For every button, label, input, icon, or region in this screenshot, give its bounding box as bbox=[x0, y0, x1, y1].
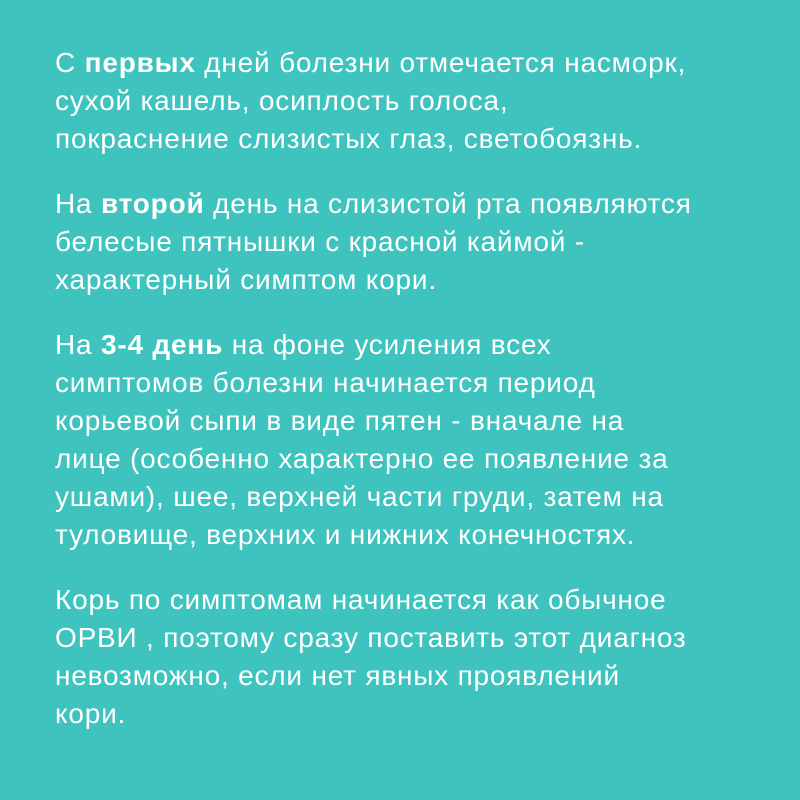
text-line bbox=[55, 120, 760, 158]
regular-text: белесые пятнышки с красной каймой - bbox=[55, 226, 585, 257]
regular-text: С bbox=[55, 47, 85, 78]
paragraph bbox=[55, 185, 760, 299]
regular-text: сухой кашель, осиплость голоса, bbox=[55, 85, 509, 116]
regular-text: корьевой сыпи в виде пятен - вначале на bbox=[55, 405, 625, 436]
regular-text: На bbox=[55, 188, 101, 219]
text-line bbox=[55, 44, 760, 82]
text-line bbox=[55, 185, 760, 223]
text-line bbox=[55, 261, 760, 299]
regular-text: день на слизистой рта появляются bbox=[204, 188, 692, 219]
bold-text: второй bbox=[100, 188, 205, 219]
text-line bbox=[55, 516, 760, 554]
regular-text: дней болезни отмечается насморк, bbox=[195, 47, 687, 78]
text-line bbox=[55, 581, 760, 619]
regular-text: ушами), шее, верхней части груди, затем на bbox=[55, 481, 664, 512]
text-line bbox=[55, 619, 760, 657]
text-line bbox=[55, 223, 760, 261]
regular-text: ОРВИ , поэтому сразу поставить этот диагноз bbox=[55, 622, 687, 653]
text-line bbox=[55, 657, 760, 695]
text-line bbox=[55, 326, 760, 364]
regular-text: Корь по симптомам начинается как обычное bbox=[55, 584, 667, 615]
regular-text: на фоне усиления всех bbox=[223, 329, 552, 360]
text-line bbox=[55, 478, 760, 516]
regular-text: невозможно, если нет явных проявлений bbox=[55, 660, 620, 691]
text-line bbox=[55, 440, 760, 478]
text-line bbox=[55, 82, 760, 120]
regular-text: лице (особенно характерно ее появление за bbox=[55, 443, 669, 474]
paragraph bbox=[55, 581, 760, 733]
regular-text: туловище, верхних и нижних конечностях. bbox=[55, 519, 636, 550]
bold-text: 3-4 день bbox=[100, 329, 224, 360]
text-line bbox=[55, 364, 760, 402]
regular-text: характерный симптом кори. bbox=[55, 264, 437, 295]
paragraph bbox=[55, 44, 760, 158]
bold-text: первых bbox=[84, 47, 196, 78]
regular-text: покраснение слизистых глаз, светобоязнь. bbox=[55, 123, 643, 154]
text-line bbox=[55, 695, 760, 733]
regular-text: На bbox=[55, 329, 101, 360]
card-text bbox=[55, 44, 760, 733]
paragraph bbox=[55, 326, 760, 554]
text-line bbox=[55, 402, 760, 440]
regular-text: кори. bbox=[55, 698, 127, 729]
regular-text: симптомов болезни начинается период bbox=[55, 367, 596, 398]
